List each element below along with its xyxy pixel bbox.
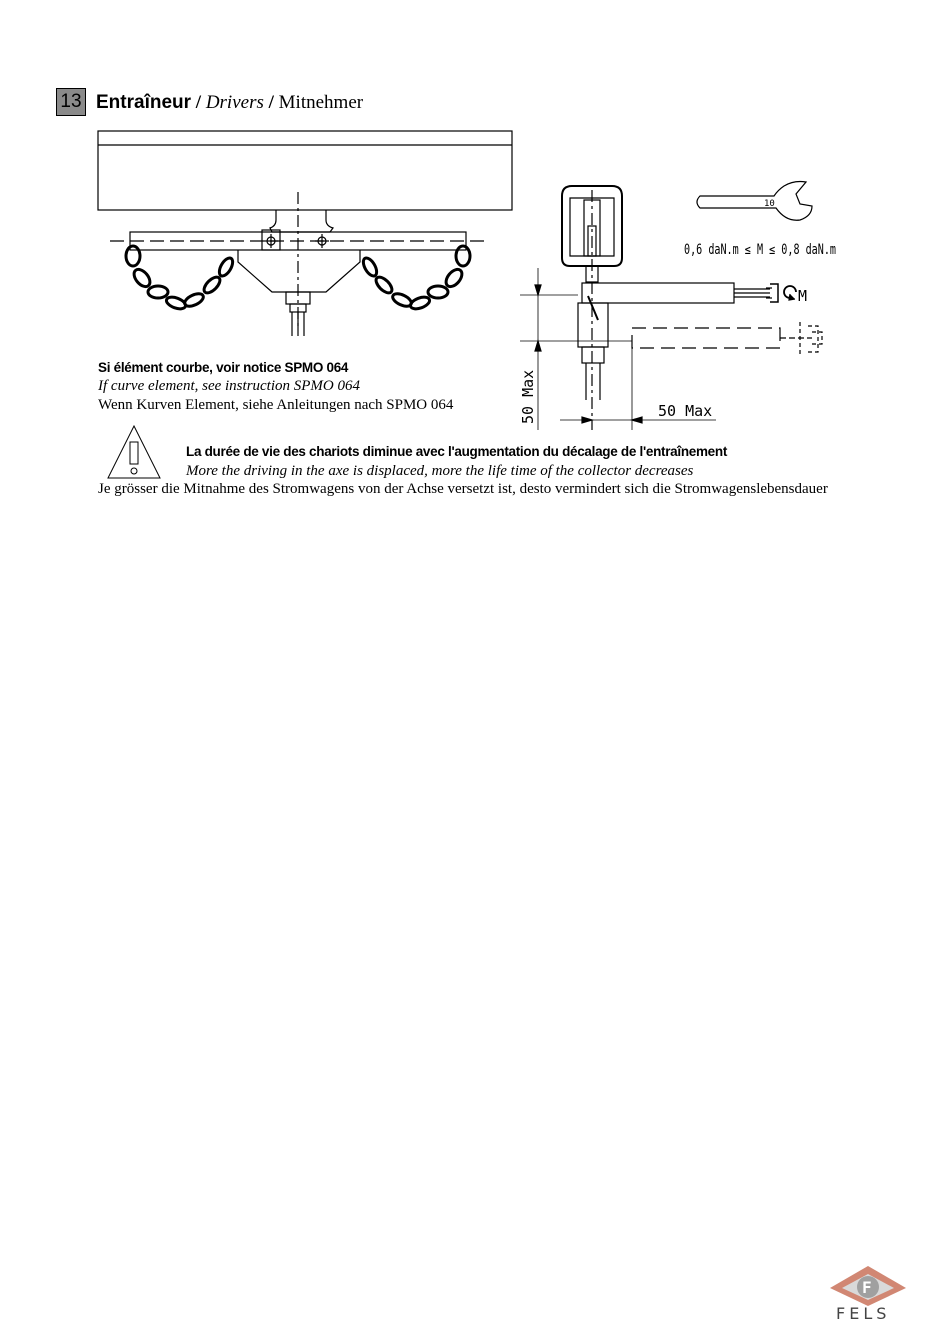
warning-fr: La durée de vie des chariots diminue avec l'augmentation du décalage de l'entraînement: [186, 444, 728, 459]
note-fr: Si élément courbe, voir notice SPMO 064: [98, 360, 349, 375]
title-separator: /: [191, 92, 206, 113]
note-en: If curve element, see instruction SPMO 064: [98, 378, 361, 394]
wrench-size: 10: [764, 199, 775, 209]
warning-en: More the driving in the axe is displaced, more the life time of the collector decreases: [186, 463, 694, 479]
vertical-dimension: 50 Max: [519, 369, 537, 424]
section-number: 13: [56, 88, 86, 116]
logo-letter: F: [862, 1278, 872, 1297]
note-de: Wenn Kurven Element, siehe Anleitungen nach SPMO 064: [98, 397, 454, 413]
warning-triangle-icon: [108, 426, 160, 478]
fels-logo-icon: [826, 1262, 910, 1310]
title-de: Mitnehmer: [278, 92, 364, 113]
title-separator-2: /: [263, 92, 279, 113]
title-fr: Entraîneur: [96, 92, 192, 113]
logo-text: FELS: [836, 1304, 891, 1323]
horizontal-dimension: 50 Max: [658, 402, 713, 420]
title-en: Drivers: [205, 92, 264, 113]
torque-range: 0,6 daN.m ≤ M ≤ 0,8 daN.m: [684, 242, 836, 258]
torque-label: M: [798, 287, 808, 305]
driver-chain-drawing: [0, 0, 950, 520]
warning-de: Je grösser die Mitnahme des Stromwagens von der Achse versetzt ist, desto vermindert sich die Stromwagenslebensdauer: [98, 481, 828, 497]
